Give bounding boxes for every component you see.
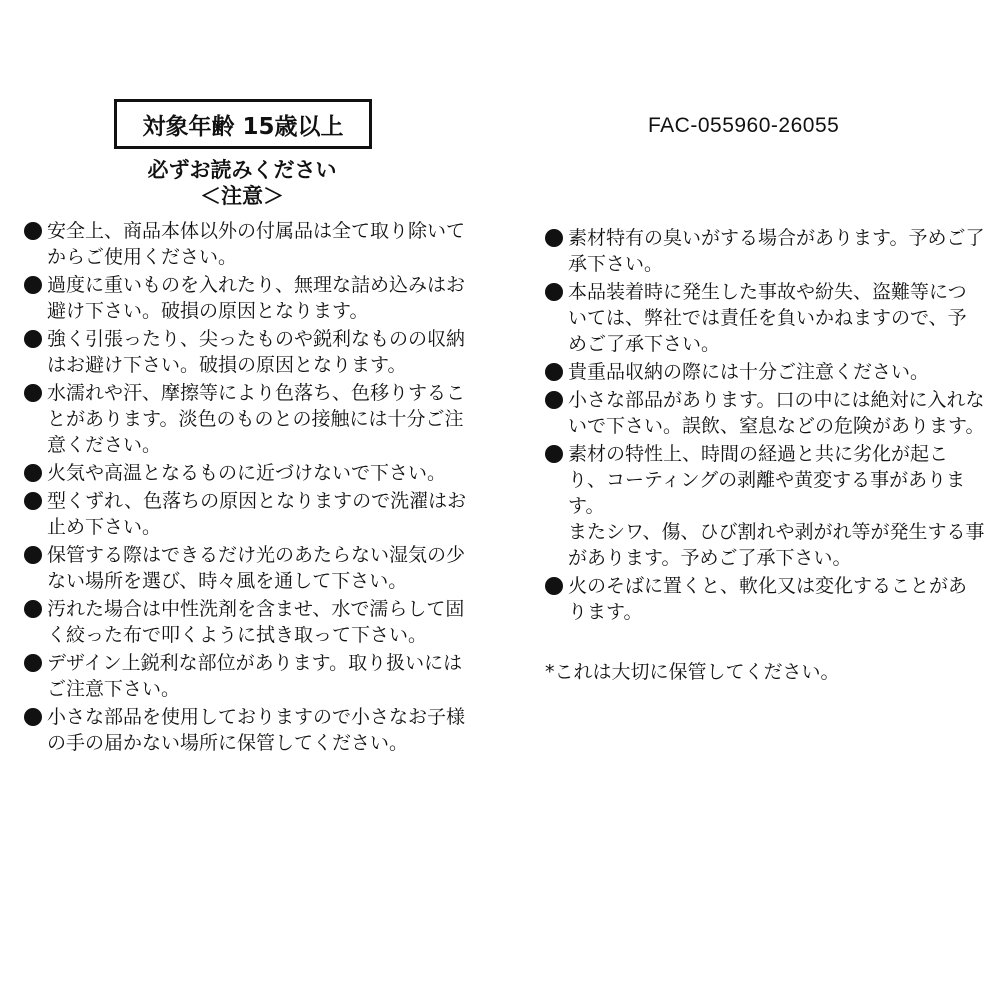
caution-item: [545, 573, 985, 625]
caution-item: [545, 279, 985, 357]
caution-text: デザイン上鋭利な部位があります。取り扱いにはご注意下さい。: [47, 652, 463, 700]
caution-item: [24, 650, 476, 702]
caution-item: [24, 380, 476, 458]
caution-text: 火のそばに置くと、軟化又は変化することがあります。: [568, 575, 968, 623]
bullet-icon: [24, 276, 42, 294]
bullet-icon: [545, 445, 563, 463]
caution-extra-text: またシワ、傷、ひび割れや剥がれ等が発生する事があります。予めご了承下さい。: [568, 521, 985, 569]
caution-text: 小さな部品があります。口の中には絶対に入れないで下さい。誤飲、窒息などの危険があります。: [568, 389, 985, 437]
caution-text: 強く引張ったり、尖ったものや鋭利なものの収納はお避け下さい。破損の原因となります。: [47, 328, 466, 376]
caution-text: 水濡れや汗、摩擦等により色落ち、色移りすることがあります。淡色のものとの接触には十分ご注意ください。: [47, 382, 466, 456]
caution-list-right: [545, 225, 985, 627]
caution-item: [24, 542, 476, 594]
caution-item: [24, 704, 476, 756]
bullet-icon: [24, 492, 42, 510]
bullet-icon: [545, 363, 563, 381]
bullet-icon: [545, 229, 563, 247]
caution-text: 小さな部品を使用しておりますので小さなお子様の手の届かない場所に保管してください。: [47, 706, 466, 754]
age-rating-box: [114, 99, 372, 149]
bullet-icon: [24, 464, 42, 482]
caution-item: [24, 488, 476, 540]
bullet-icon: [545, 577, 563, 595]
bullet-icon: [24, 222, 42, 240]
age-rating-label: 対象年齢 15歳以上: [142, 113, 344, 140]
bullet-icon: [24, 330, 42, 348]
caution-item: [24, 460, 476, 486]
caution-item: [24, 326, 476, 378]
caution-text: 素材特有の臭いがする場合があります。予めご了承下さい。: [568, 227, 985, 275]
caution-text: 貴重品収納の際には十分ご注意ください。: [568, 361, 930, 383]
footnote: *これは大切に保管してください。: [545, 661, 840, 683]
must-read-heading: 必ずお読みください: [147, 158, 337, 182]
caution-text: 汚れた場合は中性洗剤を含ませ、水で濡らして固く絞った布で叩くように拭き取って下さい。: [47, 598, 465, 646]
caution-item: [24, 272, 476, 324]
bullet-icon: [24, 600, 42, 618]
bullet-icon: [24, 708, 42, 726]
caution-text: 過度に重いものを入れたり、無理な詰め込みはお避け下さい。破損の原因となります。: [47, 274, 466, 322]
bullet-icon: [545, 391, 563, 409]
bullet-icon: [24, 654, 42, 672]
caution-item: [24, 218, 476, 270]
caution-text: 火気や高温となるものに近づけないで下さい。: [47, 462, 447, 484]
caution-text: 安全上、商品本体以外の付属品は全て取り除いてからご使用ください。: [47, 220, 466, 268]
caution-item: [545, 441, 985, 571]
bullet-icon: [24, 384, 42, 402]
caution-heading: ＜注意＞: [200, 184, 284, 208]
caution-text: 型くずれ、色落ちの原因となりますので洗濯はお止め下さい。: [47, 490, 467, 538]
caution-text: 保管する際はできるだけ光のあたらない湿気の少ない場所を選び、時々風を通して下さい。: [47, 544, 466, 592]
caution-item: [545, 359, 985, 385]
product-code: FAC-055960-26055: [648, 114, 840, 137]
caution-text: 素材の特性上、時間の経過と共に劣化が起こり、コーティングの剥離や黄変する事があります。: [568, 443, 966, 517]
bullet-icon: [24, 546, 42, 564]
caution-text: 本品装着時に発生した事故や紛失、盗難等については、弊社では責任を負いかねますので、予めご了承下さい。: [568, 281, 967, 355]
caution-item: [545, 225, 985, 277]
caution-item: [24, 596, 476, 648]
caution-item: [545, 387, 985, 439]
caution-list-left: [24, 218, 476, 758]
bullet-icon: [545, 283, 563, 301]
